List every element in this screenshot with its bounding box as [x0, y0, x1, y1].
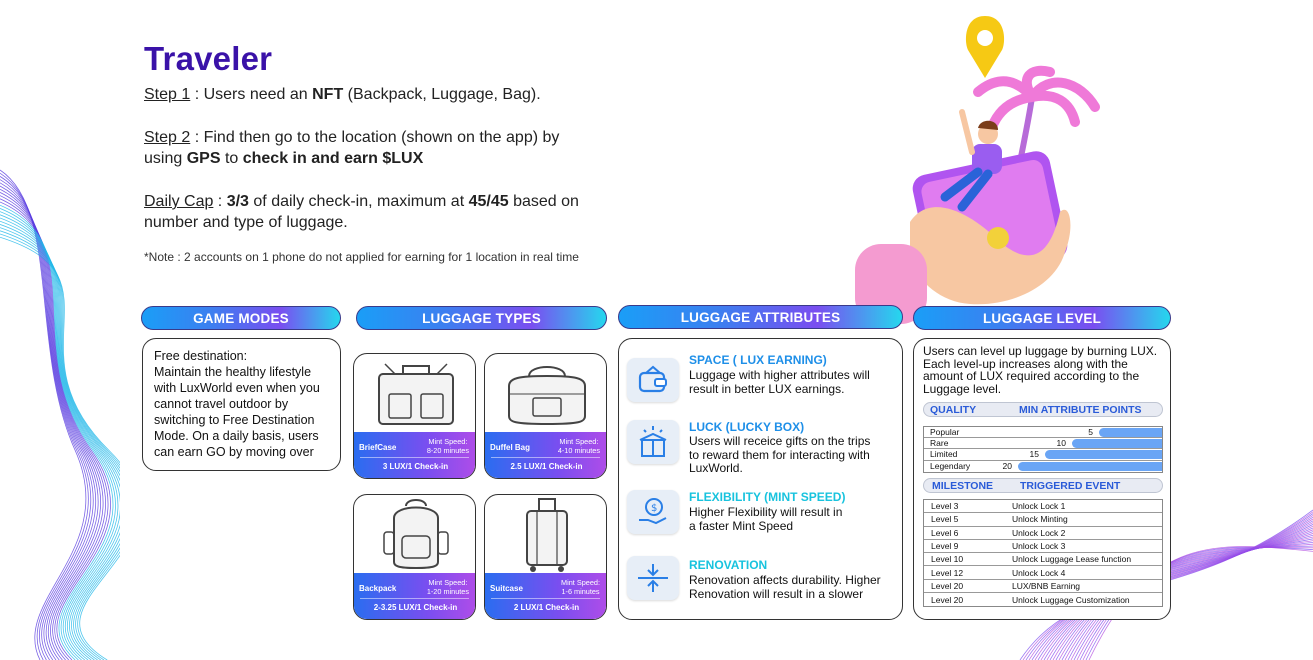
gift-box-icon: [627, 420, 679, 464]
cap-text-a: :: [213, 193, 227, 210]
level-intro: [923, 345, 1157, 395]
event-column-header: TRIGGERED EVENT: [1020, 479, 1121, 492]
milestone-level: Level 6: [931, 527, 959, 538]
daily-cap-line: [144, 193, 579, 211]
level-intro-line: Users can level up luggage by burning LUX.: [923, 344, 1158, 358]
milestone-event: Unlock Lock 3: [1012, 541, 1066, 552]
step2-label: Step 2: [144, 129, 191, 146]
milestone-level: Level 20: [931, 594, 964, 605]
quality-row: [924, 427, 1162, 438]
mint-value: 8-20 minutes: [426, 446, 469, 455]
quality-points: 10: [1056, 438, 1066, 449]
luggage-name: BriefCase: [359, 443, 397, 452]
mint-label: Mint Speed:: [428, 437, 468, 446]
attribute-line: Higher Flexibility will result in: [689, 505, 843, 519]
luggage-card-suitcase[interactable]: [484, 494, 607, 620]
step1-nft: NFT: [312, 86, 344, 103]
game-modes-line: cannot travel outdoor by: [154, 397, 289, 411]
briefcase-icon: [354, 354, 476, 434]
milestone-row: [924, 500, 1162, 513]
cap-text-c: based on: [508, 193, 579, 210]
step2-line-2: [144, 150, 423, 168]
attribute-line: Luggage with higher attributes will: [689, 368, 870, 382]
mint-label: Mint Speed:: [428, 578, 468, 587]
duffel-bag-icon: [485, 354, 607, 434]
quality-bar: [1099, 428, 1162, 437]
attribute-title: LUCK (LUCKY BOX): [689, 420, 805, 434]
quality-table: [923, 426, 1163, 473]
location-pin-icon: [966, 16, 1004, 78]
milestone-table-header: [923, 478, 1163, 493]
section-luggage-level: LUGGAGE LEVEL: [913, 306, 1171, 330]
coin-hand-icon: [627, 490, 679, 534]
quality-name: Popular: [930, 427, 960, 438]
beach-ball-icon: [987, 227, 1009, 249]
milestone-event: Unlock Lock 4: [1012, 567, 1066, 578]
attribute-line: result in better LUX earnings.: [689, 381, 845, 396]
game-modes-line: Free destination:: [154, 349, 248, 363]
step2-text: : Find then go to the location (shown on the app) by: [190, 129, 560, 146]
milestone-row: [924, 553, 1162, 566]
quality-name: Limited: [930, 449, 958, 460]
attribute-title: SPACE ( LUX EARNING): [689, 353, 827, 367]
milestone-column-header: MILESTONE: [932, 479, 994, 492]
attribute-line: Renovation affects durability. Higher: [689, 573, 881, 587]
game-modes-line: can earn GO by moving over: [154, 445, 314, 459]
luggage-card-duffel-bag[interactable]: [484, 353, 607, 479]
milestone-row: [924, 527, 1162, 540]
mint-speed: [558, 437, 600, 455]
mint-value: 4-10 minutes: [557, 446, 600, 455]
luggage-name: Suitcase: [490, 584, 523, 593]
backpack-icon: [354, 495, 476, 575]
card-divider: [491, 598, 600, 599]
attribute-description: [689, 574, 881, 601]
milestone-row: [924, 566, 1162, 579]
attribute-title: FLEXIBILITY (MINT SPEED): [689, 490, 846, 504]
quality-bar: [1018, 462, 1162, 471]
page-title: Traveler: [144, 40, 273, 77]
wallet-icon: [627, 358, 679, 402]
game-modes-line: with LuxWorld even when you: [154, 381, 320, 395]
milestone-row: [924, 580, 1162, 593]
luggage-cost: 2 LUX/1 Check-in: [513, 603, 580, 612]
step1-line: [144, 86, 541, 104]
attribute-line: LuxWorld.: [689, 461, 743, 475]
quality-row: [924, 461, 1162, 472]
luggage-card-backpack[interactable]: [353, 494, 476, 620]
milestone-level: Level 9: [931, 541, 959, 552]
quality-bar: [1045, 450, 1162, 459]
attribute-line: Users will receice gifts on the trips: [689, 434, 871, 448]
mint-speed: [427, 437, 469, 455]
quality-row: [924, 449, 1162, 460]
traveler-illustration: [850, 12, 1110, 332]
section-game-modes: GAME MODES: [141, 306, 341, 330]
quality-points: 5: [1088, 427, 1093, 437]
step2-text-c: to: [220, 150, 243, 167]
decorative-waves-left: [0, 150, 120, 660]
milestone-event: Unlock Lock 2: [1012, 527, 1066, 538]
attribute-description: [689, 369, 870, 396]
game-modes-line: Mode. On a daily basis, users: [154, 429, 319, 443]
level-intro-line: Luggage level.: [923, 381, 1002, 396]
milestone-level: Level 10: [931, 554, 964, 565]
milestone-row: [924, 513, 1162, 526]
attribute-line: Renovation will result in a slower: [689, 586, 864, 601]
quality-row: [924, 438, 1162, 449]
mint-value: 1-20 minutes: [426, 587, 469, 596]
game-modes-line: Maintain the healthy lifestyle: [154, 365, 312, 379]
mint-speed: [561, 578, 600, 596]
quality-table-header: [923, 402, 1163, 417]
wave-line: [0, 228, 120, 660]
luggage-cost: 2.5 LUX/1 Check-in: [510, 462, 583, 471]
milestone-event: Unlock Minting: [1012, 514, 1068, 525]
svg-text:$: $: [651, 503, 658, 514]
attribute-description: [689, 506, 842, 533]
luggage-card-briefcase[interactable]: [353, 353, 476, 479]
milestone-level: Level 20: [931, 580, 964, 591]
card-divider: [491, 457, 600, 458]
daily-cap-label: Daily Cap: [144, 193, 214, 210]
wave-line: [0, 231, 120, 660]
attribute-line: a faster Mint Speed: [689, 518, 794, 533]
milestone-table: [923, 499, 1163, 607]
daily-cap-line-2: number and type of luggage.: [144, 214, 348, 231]
luggage-cost: 2-3.25 LUX/1 Check-in: [373, 603, 458, 612]
quality-points: 15: [1029, 449, 1039, 460]
compress-icon: [627, 556, 679, 600]
attribute-line: to reward them for interacting with: [689, 447, 870, 462]
level-intro-line: Each level-up increases along with the: [923, 356, 1128, 371]
milestone-event: Unlock Luggage Customization: [1012, 594, 1130, 605]
step1-label: Step 1: [144, 86, 191, 103]
step1-text: : Users need an: [190, 86, 313, 103]
quality-bar: [1072, 439, 1162, 448]
section-luggage-types: LUGGAGE TYPES: [356, 306, 607, 330]
mint-value: 1-6 minutes: [561, 587, 600, 596]
cap-maximum: 45/45: [468, 193, 509, 210]
milestone-row: [924, 593, 1162, 606]
section-luggage-attributes: LUGGAGE ATTRIBUTES: [618, 305, 903, 329]
suitcase-icon: [485, 495, 607, 575]
cap-checkins: 3/3: [226, 193, 249, 210]
milestone-level: Level 3: [931, 501, 959, 512]
cap-text-b: of daily check-in, maximum at: [248, 193, 469, 210]
quality-column-header: QUALITY: [930, 403, 977, 416]
step1-text-end: (Backpack, Luggage, Bag).: [343, 86, 541, 103]
quality-name: Rare: [930, 438, 949, 449]
attribute-description: [689, 435, 870, 476]
step2-text-b: using: [144, 150, 187, 167]
game-modes-text: [154, 348, 330, 460]
step2-earn: check in and earn $LUX: [242, 150, 424, 167]
mint-label: Mint Speed:: [561, 578, 600, 587]
game-modes-line: switching to Free Destination: [154, 413, 315, 427]
quality-points: 20: [1002, 460, 1012, 471]
milestone-row: [924, 540, 1162, 553]
step2-line: [144, 129, 559, 147]
milestone-event: Unlock Lock 1: [1012, 501, 1066, 512]
mint-speed: [427, 578, 469, 596]
step2-gps: GPS: [186, 150, 221, 167]
note-text: *Note : 2 accounts on 1 phone do not applied for earning for 1 location in real time: [144, 250, 579, 264]
card-divider: [360, 457, 469, 458]
mint-label: Mint Speed:: [559, 437, 599, 446]
luggage-name: Duffel Bag: [490, 443, 530, 452]
milestone-level: Level 5: [931, 514, 959, 525]
attribute-title: RENOVATION: [689, 558, 768, 572]
luggage-cost: 3 LUX/1 Check-in: [382, 462, 449, 471]
luggage-name: Backpack: [359, 584, 397, 593]
milestone-event: Unlock Luggage Lease function: [1012, 554, 1132, 565]
level-intro-line: amount of LUX required according to the: [923, 369, 1140, 383]
card-divider: [360, 598, 469, 599]
points-column-header: MIN ATTRIBUTE POINTS: [1019, 403, 1142, 416]
milestone-level: Level 12: [931, 567, 964, 578]
quality-name: Legendary: [930, 461, 971, 472]
milestone-event: LUX/BNB Earning: [1012, 580, 1081, 591]
